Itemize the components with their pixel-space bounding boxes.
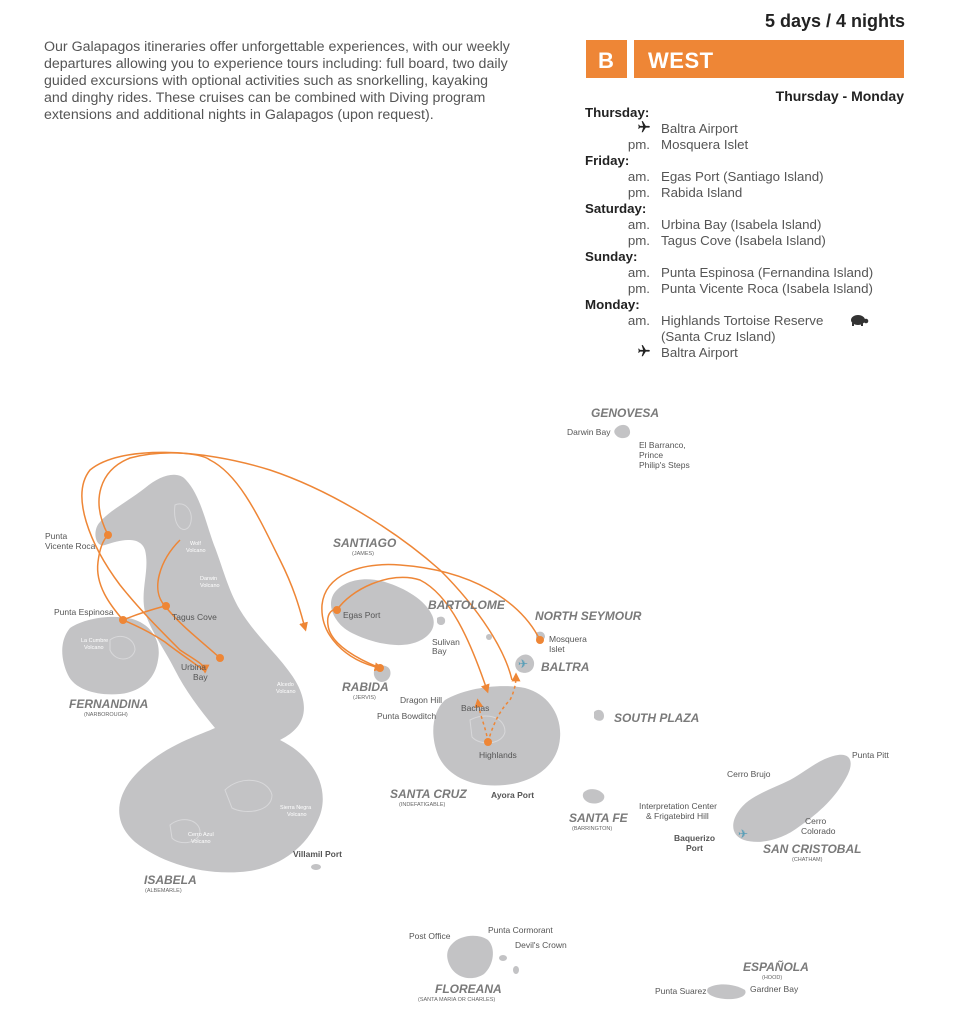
itinerary-place: Egas Port (Santiago Island): [661, 169, 824, 184]
label-san-cristobal: SAN CRISTOBAL: [763, 842, 862, 856]
genovesa-island: [614, 425, 630, 438]
label-cerro-brujo: Cerro Brujo: [727, 769, 771, 779]
label-espanola: ESPAÑOLA: [743, 960, 809, 974]
sub-santa-fe: (BARRINGTON): [572, 826, 613, 832]
itinerary-day: Saturday:: [585, 201, 647, 216]
espanola-island: [707, 984, 745, 999]
label-north-seymour: NORTH SEYMOUR: [535, 609, 642, 623]
label-sierra-negra-2: Volcano: [287, 812, 307, 818]
label-gardner-bay: Gardner Bay: [750, 984, 799, 994]
label-egas-port: Egas Port: [343, 610, 381, 620]
itinerary-time: pm.: [627, 281, 650, 296]
label-baquerizo: Baquerizo: [674, 833, 716, 843]
itinerary-time: pm.: [627, 185, 650, 200]
day-range: Thursday - Monday: [775, 88, 904, 104]
itinerary-item: [585, 329, 905, 345]
label-cerro-colorado: Cerro: [805, 816, 827, 826]
label-south-plaza: SOUTH PLAZA: [614, 711, 700, 725]
label-punta-vicente: Punta: [45, 531, 68, 541]
itinerary-time: am.: [627, 265, 650, 280]
itinerary-place: Rabida Island: [661, 185, 743, 200]
label-isabela: ISABELA: [144, 873, 197, 887]
south-plaza-island: [594, 710, 604, 721]
label-la-cumbre: La Cumbre: [81, 638, 109, 644]
tortoise-icon: [849, 314, 869, 330]
itinerary-item: [585, 217, 905, 233]
itinerary-place: Tagus Cove (Isabela Island): [661, 233, 826, 248]
route-name: WEST: [648, 48, 714, 73]
santa-cruz-island: [433, 686, 560, 785]
label-urbina-2: Bay: [193, 672, 208, 682]
label-bachas: Bachas: [461, 703, 490, 713]
label-cerro-azul: Cerro Azul: [188, 832, 214, 838]
itinerary-place: Highlands Tortoise Reserve: [661, 313, 824, 328]
label-devils-crown: Devil's Crown: [515, 940, 567, 950]
itinerary-day: Thursday:: [585, 105, 650, 120]
label-baltra: BALTRA: [541, 660, 590, 674]
itinerary-place: (Santa Cruz Island): [661, 329, 776, 344]
sub-fernandina: (NARBOROUGH): [84, 712, 128, 718]
itinerary-time: am.: [627, 313, 650, 328]
route-banner: [586, 40, 904, 78]
label-darwin-2: Volcano: [200, 583, 220, 589]
label-fernandina: FERNANDINA: [69, 697, 149, 711]
itinerary-item: [585, 185, 905, 201]
label-alcedo: Alcedo: [277, 682, 294, 688]
itinerary-item: [585, 137, 905, 153]
label-mosquera: Mosquera: [549, 634, 587, 644]
sub-san-cristobal: (CHATHAM): [792, 857, 823, 863]
label-el-barranco-3: Philip's Steps: [639, 460, 690, 470]
sub-floreana: (SANTA MARIA OR CHARLES): [418, 997, 496, 1003]
fernandina-island: [62, 617, 159, 694]
label-santiago: SANTIAGO: [333, 536, 397, 550]
label-punta-pitt: Punta Pitt: [852, 750, 889, 760]
label-darwin-bay: Darwin Bay: [567, 427, 611, 437]
label-interpretation-center: Interpretation Center: [639, 801, 717, 811]
floreana-island: [447, 936, 493, 978]
label-dragon-hill: Dragon Hill: [400, 695, 443, 705]
sub-espanola: (HOOD): [762, 975, 783, 981]
label-punta-suarez: Punta Suarez: [655, 986, 707, 996]
label-darwin: Darwin: [200, 576, 218, 582]
label-tagus-cove: Tagus Cove: [172, 612, 217, 622]
bartolome-island: [437, 617, 445, 625]
label-el-barranco-2: Prince: [639, 450, 664, 460]
label-la-cumbre-2: Volcano: [84, 645, 104, 651]
label-punta-cormorant: Punta Cormorant: [488, 925, 553, 935]
label-floreana: FLOREANA: [435, 982, 502, 996]
itinerary-item: [585, 345, 905, 361]
airport-icon-baltra: ✈: [518, 657, 529, 671]
itinerary-day: Sunday:: [585, 249, 638, 264]
itinerary-item: [585, 281, 905, 297]
itinerary-place: Baltra Airport: [661, 121, 738, 136]
label-sierra-negra: Sierra Negra: [280, 805, 312, 811]
itinerary-place: Punta Espinosa (Fernandina Island): [661, 265, 874, 280]
label-genovesa: GENOVESA: [591, 406, 660, 420]
sub-rabida: (JERVIS): [353, 695, 376, 701]
sub-isabela: (ALBEMARLE): [145, 888, 182, 894]
itinerary-place: Urbina Bay (Isabela Island): [661, 217, 822, 232]
label-rabida: RABIDA: [342, 680, 389, 694]
label-santa-cruz: SANTA CRUZ: [390, 787, 467, 801]
itinerary: [585, 105, 905, 361]
itinerary-time: pm.: [627, 137, 650, 152]
label-bartolome: BARTOLOME: [428, 598, 505, 612]
route-code: B: [598, 48, 614, 73]
label-wolf: Wolf: [190, 541, 201, 547]
airport-icon-sancristobal: ✈: [738, 827, 749, 841]
santa-fe-island: [583, 789, 604, 803]
label-highlands: Highlands: [479, 750, 517, 760]
itinerary-day: Friday:: [585, 153, 630, 168]
label-sulivan-2: Bay: [432, 646, 447, 656]
sub-santa-cruz: (INDEFATIGABLE): [399, 802, 446, 808]
label-urbina: Urbina: [181, 662, 207, 672]
itinerary-item: [585, 313, 905, 329]
label-alcedo-2: Volcano: [276, 689, 296, 695]
itinerary-place: Baltra Airport: [661, 345, 738, 360]
banner-divider: [627, 40, 634, 78]
label-punta-bowditch: Punta Bowditch: [377, 711, 437, 721]
itinerary-place: Mosquera Islet: [661, 137, 749, 152]
label-el-barranco: El Barranco,: [639, 440, 686, 450]
label-sulivan: Sulivan: [432, 637, 460, 647]
itinerary-day: Monday:: [585, 297, 640, 312]
itinerary-time: pm.: [627, 233, 650, 248]
label-post-office: Post Office: [409, 931, 451, 941]
label-punta-vicente-2: Vicente Roca: [45, 541, 96, 551]
sub-santiago: (JAMES): [352, 551, 374, 557]
itinerary-place: Punta Vicente Roca (Isabela Island): [661, 281, 873, 296]
itinerary-item: [585, 169, 905, 185]
label-cerro-colorado-2: Colorado: [801, 826, 836, 836]
itinerary-item: [585, 233, 905, 249]
itinerary-item: [585, 265, 905, 281]
label-cerro-azul-2: Volcano: [191, 839, 211, 845]
itinerary-time: am.: [627, 217, 650, 232]
itinerary-time: am.: [627, 169, 650, 184]
label-mosquera-2: Islet: [549, 644, 565, 654]
galapagos-map: [0, 380, 954, 1024]
duration-label: 5 days / 4 nights: [764, 11, 905, 31]
label-punta-espinosa: Punta Espinosa: [54, 607, 114, 617]
label-wolf-2: Volcano: [186, 548, 206, 554]
label-frigatebird-hill: & Frigatebird Hill: [646, 811, 709, 821]
label-ayora-port: Ayora Port: [491, 790, 535, 800]
intro-text: Our Galapagos itineraries offer unforgettable experiences, with our weekly departures allowing you to experience tours including: full board, two daily guided excursions with optional activities such as snorkelling, kayaking and dinghy rides. These cruises can be combined with Diving program extensions and additional nights in Galapagos (upon request).: [44, 39, 510, 123]
label-baquerizo-2: Port: [686, 843, 703, 853]
itinerary-item: [585, 121, 905, 137]
label-santa-fe: SANTA FE: [569, 811, 628, 825]
label-villamil-port: Villamil Port: [293, 849, 342, 859]
